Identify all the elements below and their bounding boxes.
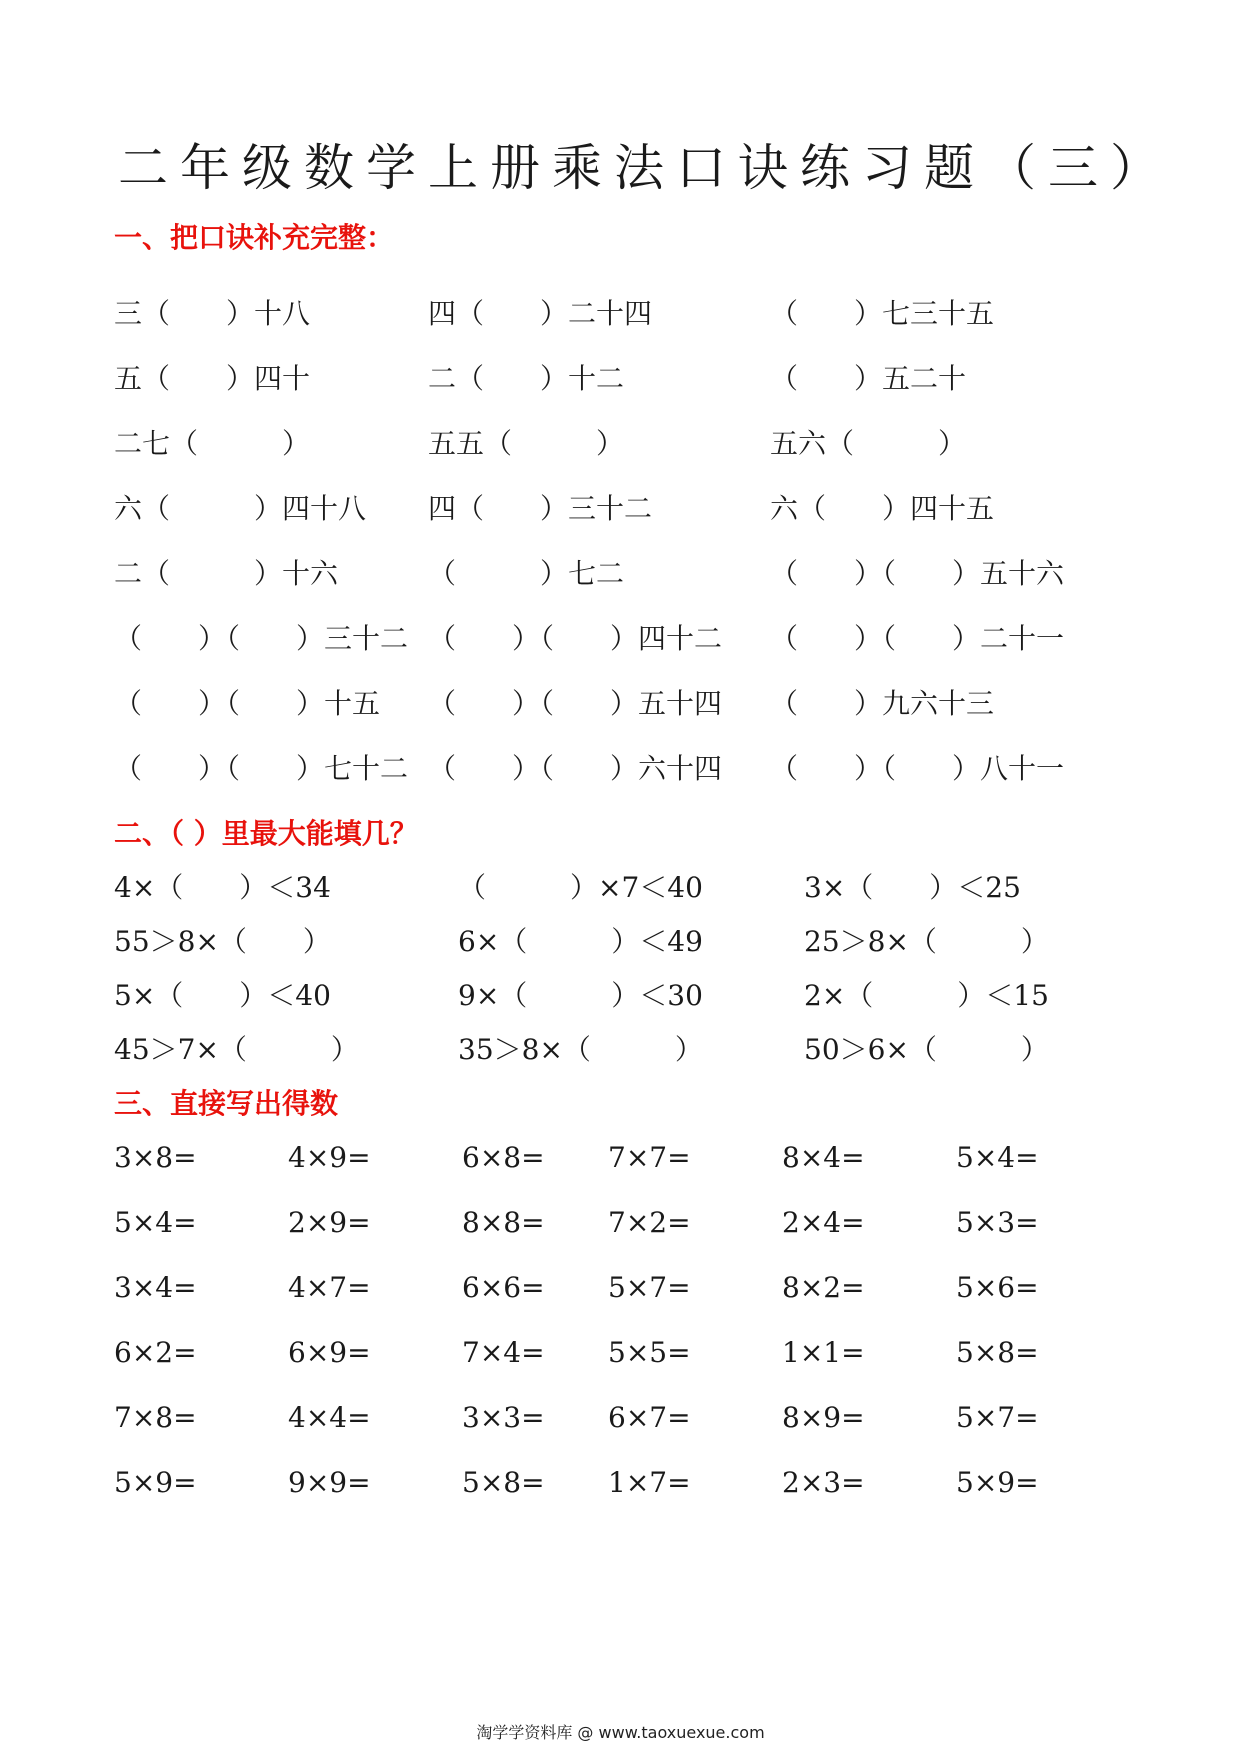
section-2-item: 6×（ ）＜49 (458, 925, 703, 958)
section-1-item: （ ）七二 (428, 557, 625, 590)
section-2-item: 5×（ ）＜40 (114, 979, 331, 1012)
section-3-item: 5×6= (956, 1271, 1039, 1304)
section-3-item: 5×7= (608, 1271, 691, 1304)
section-3-item: 7×2= (608, 1206, 691, 1239)
section-1-item: （ ）（ ）五十四 (428, 687, 723, 720)
section-2-item: 2×（ ）＜15 (804, 979, 1049, 1012)
section-1-item: （ ）九六十三 (770, 687, 995, 720)
section-1-item: 五（ ）四十 (114, 362, 311, 395)
section-2-item: 4×（ ）＜34 (114, 871, 331, 904)
page-title: 二年级数学上册乘法口诀练习题（三） (118, 139, 1172, 197)
section-3-item: 3×3= (462, 1401, 545, 1434)
section-2-item: 35＞8×（ ） (458, 1033, 703, 1066)
section-1-item: （ ）（ ）四十二 (428, 622, 723, 655)
section-3-item: 3×4= (114, 1271, 197, 1304)
section-2-item: 3×（ ）＜25 (804, 871, 1021, 904)
section-3-item: 8×4= (782, 1141, 865, 1174)
section-1-item: 二（ ）十六 (114, 557, 339, 590)
section-1-item: （ ）（ ）五十六 (770, 557, 1065, 590)
section-1-item: （ ）七三十五 (770, 297, 995, 330)
section-2-item: （ ）×7＜40 (458, 871, 703, 904)
section-3-item: 6×7= (608, 1401, 691, 1434)
section-3-item: 1×7= (608, 1466, 691, 1499)
section-3-item: 6×6= (462, 1271, 545, 1304)
section-1-item: （ ）（ ）二十一 (770, 622, 1065, 655)
section-1-item: （ ）五二十 (770, 362, 967, 395)
section-1-item: 六（ ）四十五 (770, 492, 995, 525)
section-1-item: 五六（ ） (770, 427, 967, 460)
section-3-item: 1×1= (782, 1336, 865, 1369)
section-3-item: 5×9= (114, 1466, 197, 1499)
section-3-item: 3×8= (114, 1141, 197, 1174)
section-1-item: （ ）（ ）八十一 (770, 752, 1065, 785)
section-1-item: 二七（ ） (114, 427, 311, 460)
section-3-item: 8×9= (782, 1401, 865, 1434)
section-1-item: 二（ ）十二 (428, 362, 625, 395)
section-1-item: 四（ ）三十二 (428, 492, 653, 525)
section-3-item: 6×9= (288, 1336, 371, 1369)
section-1-item: 四（ ）二十四 (428, 297, 653, 330)
section-1-item: （ ）（ ）三十二 (114, 622, 409, 655)
section-2-item: 45＞7×（ ） (114, 1033, 359, 1066)
section-3-item: 2×4= (782, 1206, 865, 1239)
section-3-item: 9×9= (288, 1466, 371, 1499)
section-3-item: 5×5= (608, 1336, 691, 1369)
section-3-heading: 三、直接写出得数 (114, 1087, 339, 1120)
section-1-item: （ ）（ ）十五 (114, 687, 381, 720)
section-3-item: 8×2= (782, 1271, 865, 1304)
section-3-item: 6×8= (462, 1141, 545, 1174)
section-3-item: 7×8= (114, 1401, 197, 1434)
section-1-item: 五五（ ） (428, 427, 625, 460)
section-2-item: 55＞8×（ ） (114, 925, 331, 958)
section-1-item: （ ）（ ）六十四 (428, 752, 723, 785)
section-3-item: 5×7= (956, 1401, 1039, 1434)
section-3-item: 7×7= (608, 1141, 691, 1174)
footer-watermark: 淘学学资料库 @ www.taoxuexue.com (476, 1723, 765, 1742)
section-3-item: 8×8= (462, 1206, 545, 1239)
section-3-item: 2×3= (782, 1466, 865, 1499)
section-2-heading: 二、（ ）里最大能填几？ (114, 817, 418, 850)
section-1-item: 六（ ）四十八 (114, 492, 367, 525)
section-2-item: 25＞8×（ ） (804, 925, 1049, 958)
section-1-heading: 一、把口诀补充完整： (114, 221, 395, 254)
section-3-item: 5×9= (956, 1466, 1039, 1499)
section-3-item: 4×9= (288, 1141, 371, 1174)
section-3-item: 5×8= (462, 1466, 545, 1499)
section-2-item: 9×（ ）＜30 (458, 979, 703, 1012)
section-3-item: 5×4= (956, 1141, 1039, 1174)
section-3-item: 4×7= (288, 1271, 371, 1304)
section-3-item: 5×4= (114, 1206, 197, 1239)
section-2-item: 50＞6×（ ） (804, 1033, 1049, 1066)
section-3-item: 5×8= (956, 1336, 1039, 1369)
section-3-item: 4×4= (288, 1401, 371, 1434)
section-3-item: 6×2= (114, 1336, 197, 1369)
section-1-item: 三（ ）十八 (114, 297, 311, 330)
section-3-item: 2×9= (288, 1206, 371, 1239)
section-1-item: （ ）（ ）七十二 (114, 752, 409, 785)
section-3-item: 5×3= (956, 1206, 1039, 1239)
section-3-item: 7×4= (462, 1336, 545, 1369)
